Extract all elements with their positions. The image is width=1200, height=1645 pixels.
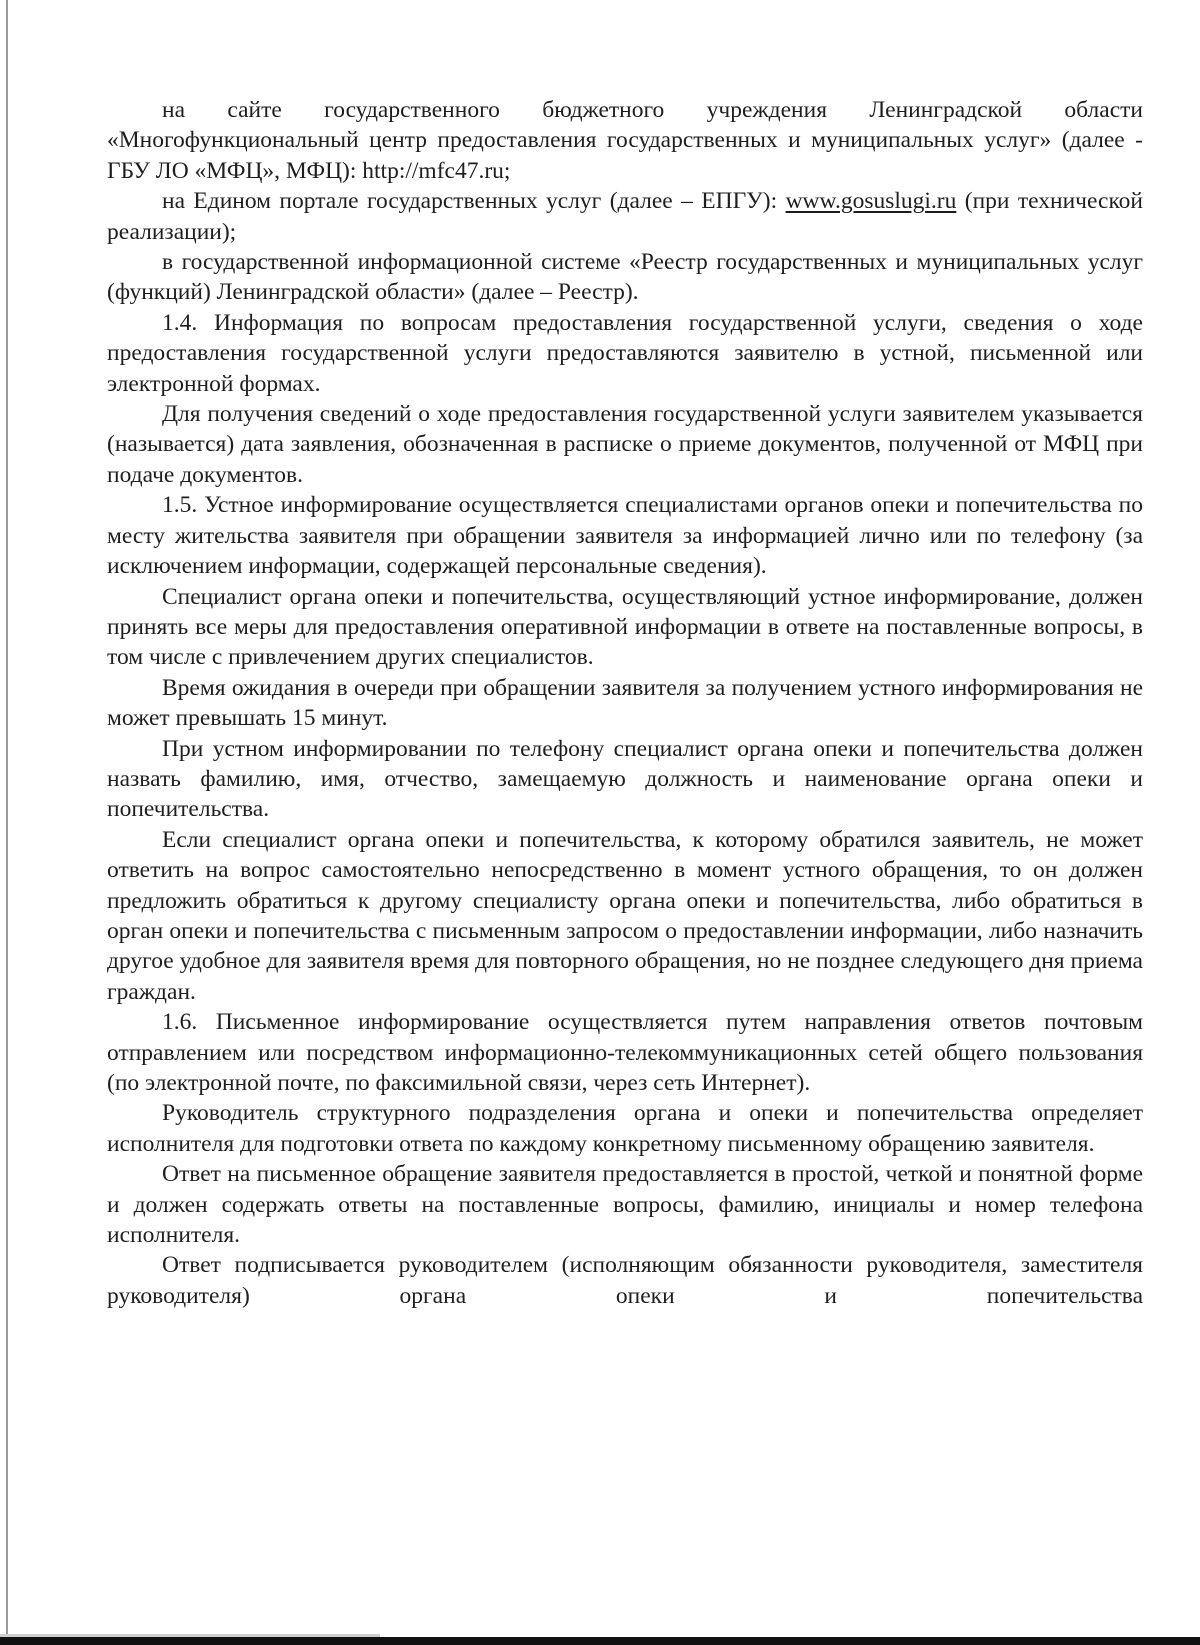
paragraph-status-info	[107, 399, 1143, 490]
paragraph-text: в государственной информационной системе «Реестр государственных и муниципальных услуг (функций) Ленинградской области» (далее – Реестр).	[107, 249, 1143, 306]
gosuslugi-link[interactable]: www.gosuslugi.ru	[785, 188, 957, 215]
paragraph-1-6	[107, 1007, 1143, 1098]
paragraph-wait-time	[107, 673, 1143, 734]
paragraph-text: Ответ подписывается руководителем (исполняющим обязанности руководителя, заместителя руководителя) органа опеки и попечительства	[107, 1252, 1143, 1309]
paragraph-specialist-oral	[107, 582, 1143, 673]
paragraph-text: Специалист органа опеки и попечительства, осуществляющий устное информирование, должен принять все меры для предоставления оперативной информации в ответе на поставленные вопросы, в том числе с привлечением других специалистов.	[107, 583, 1143, 671]
paragraph-text: Если специалист органа опеки и попечительства, к которому обратился заявитель, не может ответить на вопрос самостоятельно непосредственно в момент устного обращения, то он должен предложить обратиться к другому специалисту органа опеки и попечительства, либо обратиться в орган опеки и попечительства с письменным запросом о предоставлении информации, либо назначить другое удобное для заявителя время для повторного обращения, но не позднее следующего дня приема граждан.	[107, 826, 1143, 1005]
document-body	[107, 95, 1143, 1311]
paragraph-1-5	[107, 490, 1143, 581]
paragraph-text: Время ожидания в очереди при обращении заявителя за получением устного информирования не может превышать 15 минут.	[107, 674, 1143, 732]
paragraph-redirect	[107, 825, 1143, 1007]
paragraph-text: Для получения сведений о ходе предоставления государственной услуги заявителем указывается (называется) дата заявления, обозначенная в расписке о приеме документов, полученной от МФЦ при подаче документов.	[107, 401, 1143, 488]
paragraph-text: на сайте государственного бюджетного учреждения Ленинградской области «Многофункциональный центр предоставления государственных и муниципальных услуг» (далее - ГБУ ЛО «МФЦ», МФЦ): http://mfc47.ru;	[107, 97, 1143, 184]
scan-bottom-edge	[0, 1637, 1200, 1645]
paragraph-written-answer	[107, 1159, 1143, 1250]
paragraph-text: на Едином портале государственных услуг (далее – ЕПГУ):	[162, 188, 786, 215]
paragraph-text: Руководитель структурного подразделения органа и опеки и попечительства определяет исполнителя для подготовки ответа по каждому конкретному письменному обращению заявителя.	[107, 1100, 1143, 1157]
paragraph-department-head	[107, 1098, 1143, 1159]
paragraph-1-4	[107, 308, 1143, 399]
paragraph-text: 1.4. Информация по вопросам предоставления государственной услуги, сведения о ходе предоставления государственной услуги предоставляются заявителю в устной, письменной или электронной формах.	[107, 309, 1143, 397]
paragraph-text: (при технической реализации);	[107, 188, 1143, 245]
paragraph-text: Ответ на письменное обращение заявителя предоставляется в простой, четкой и понятной форме и должен содержать ответы на поставленные вопросы, фамилию, инициалы и номер телефона исполнителя.	[107, 1161, 1143, 1249]
paragraph-text: 1.6. Письменное информирование осуществляется путем направления ответов почтовым отправлением или посредством информационно-телекоммуникационных сетей общего пользования (по электронной почте, по факсимильной связи, через сеть Интернет).	[107, 1009, 1143, 1096]
paragraph-epgu	[107, 186, 1143, 247]
paragraph-text: 1.5. Устное информирование осуществляется специалистами органов опеки и попечительства по месту жительства заявителя при обращении заявителя за информацией лично или по телефону (за исключением информации, содержащей персональные сведения).	[107, 492, 1143, 580]
paragraph-signature	[107, 1250, 1143, 1311]
paragraph-mfc-site	[107, 95, 1143, 186]
paragraph-text: При устном информировании по телефону специалист органа опеки и попечительства должен назвать фамилию, имя, отчество, замещаемую должность и наименование органа опеки и попечительства.	[107, 735, 1143, 823]
paragraph-registry	[107, 247, 1143, 308]
paragraph-phone-info	[107, 734, 1143, 825]
scan-left-edge	[6, 0, 8, 1645]
